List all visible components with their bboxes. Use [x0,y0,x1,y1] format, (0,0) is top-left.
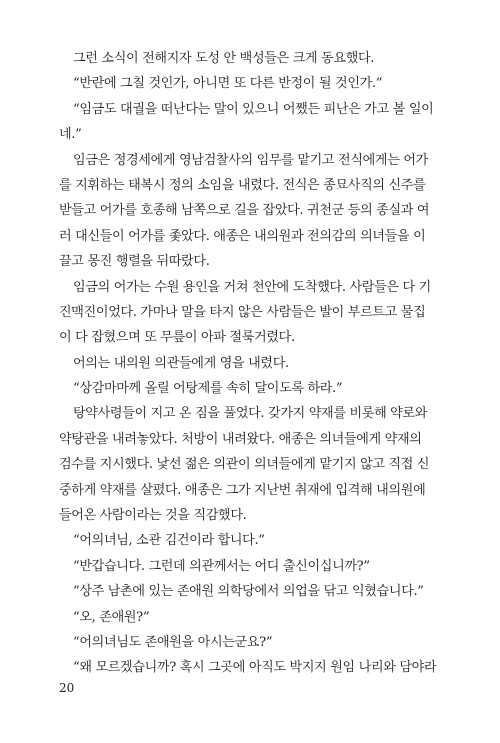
text-line: “임금도 대궐을 떠난다는 말이 있으니 어쨌든 피난은 가고 볼 일이 [73,101,434,117]
text-line: 받들고 어가를 호종해 남쪽으로 길을 잡았다. 귀천군 등의 종실과 여 [59,203,430,219]
text-line: “상감마마께 올릴 어탕제를 속히 달이도록 하라.” [73,381,343,397]
text-line: 끌고 몽진 행렬을 뒤따랐다. [59,254,210,270]
text-line: 중하게 약재를 살폈다. 애종은 그가 지난번 취재에 입격해 내의원에 [59,482,426,498]
body-text [59,46,443,681]
text-line: 네.” [59,127,82,143]
text-line: “오, 존애원?” [73,609,150,625]
text-line: “어의녀님, 소관 김건이라 합니다.” [73,533,265,549]
text-line: 를 지휘하는 태복시 정의 소임을 내렸다. 전식은 종묘사직의 신주를 [59,177,426,193]
text-line: “반란에 그칠 것인가, 아니면 또 다른 반정이 될 것인가.” [73,76,383,92]
text-line: “어의녀님도 존애원을 아시는군요?” [73,634,273,650]
text-line: “상주 남촌에 있는 존애원 의학당에서 의업을 닦고 익혔습니다.” [73,584,424,600]
text-line: “반갑습니다. 그런데 의관께서는 어디 출신이십니까?” [73,558,370,574]
text-line: 임금은 정경세에게 영남검찰사의 임무를 맡기고 전식에게는 어가 [73,152,428,168]
page-number: 20 [59,681,75,695]
text-line: 어의는 내의원 의관들에게 영을 내렸다. [73,355,289,371]
text-line: “왜 모르겠습니까? 혹시 그곳에 아직도 박지지 원임 나리와 담야라 [73,660,437,676]
text-line: 탕약사령들이 지고 온 짐을 풀었다. 갖가지 약재를 비롯해 약로와 [73,406,428,422]
text-line: 그런 소식이 전해지자 도성 안 백성들은 크게 동요했다. [73,51,375,66]
text-line: 러 대신들이 어가를 좇았다. 애종은 내의원과 전의감의 의녀들을 이 [59,228,426,244]
text-line: 들어온 사람이라는 것을 직감했다. [59,508,247,524]
text-line: 진맥진이었다. 가마나 말을 타지 않은 사람들은 발이 부르트고 물집 [59,304,426,320]
text-line: 이 다 잡혔으며 또 무릎이 아파 절룩거렸다. [59,330,295,346]
text-line: 검수를 지시했다. 낯선 젊은 의관이 의녀들에게 맡기지 않고 직접 신 [59,457,430,473]
text-line: 임금의 어가는 수원 용인을 거쳐 천안에 도착했다. 사람들은 다 기 [73,279,431,295]
text-line: 약탕관을 내려놓았다. 처방이 내려왔다. 애종은 의녀들에게 약재의 [59,431,422,447]
